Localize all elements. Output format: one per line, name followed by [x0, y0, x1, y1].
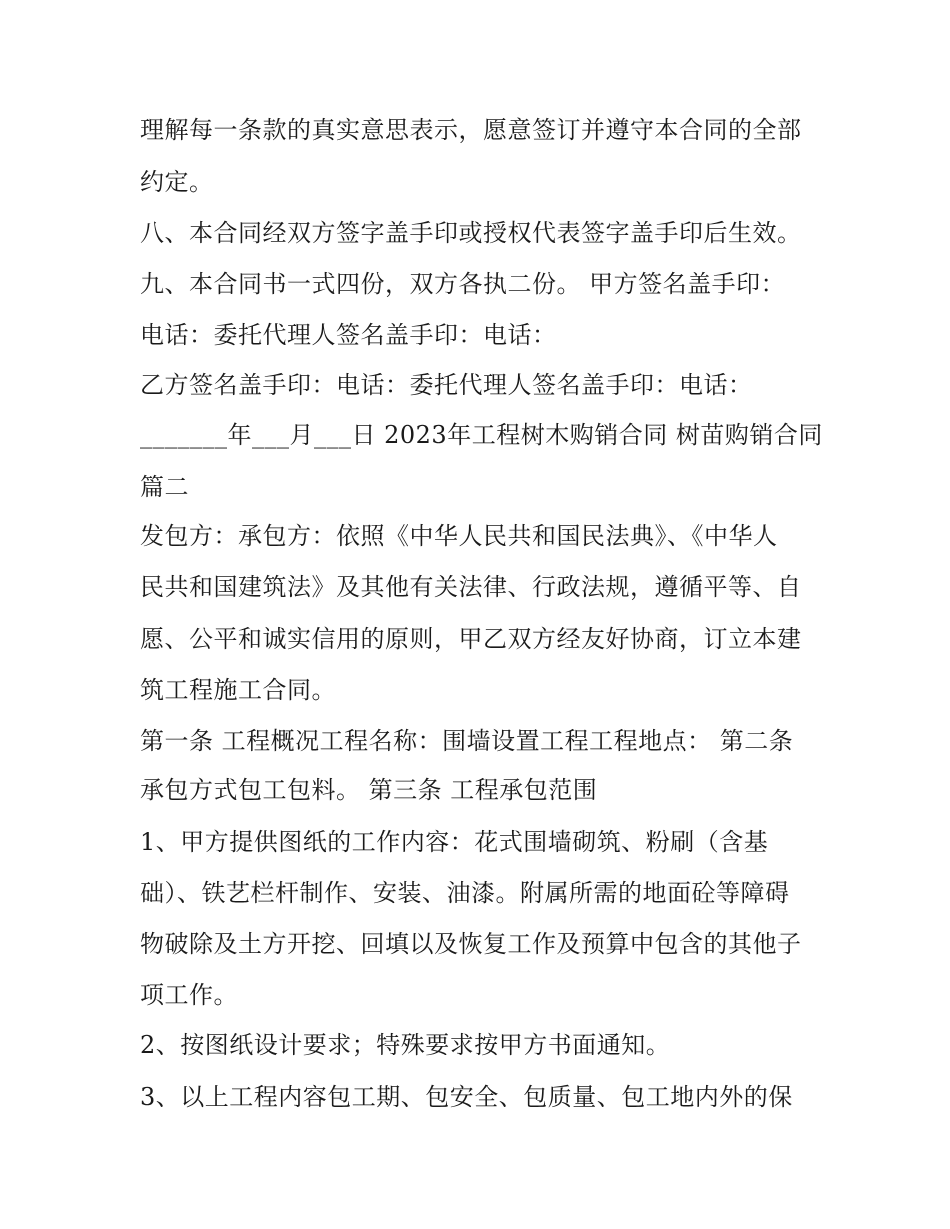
text-line: 电话：委托代理人签名盖手印：电话：	[140, 321, 557, 349]
text-line: 发包方：承包方：依照《中华人民共和国民法典》、《中华人	[140, 522, 778, 550]
text-line: 愿、公平和诚实信用的原则，甲乙双方经友好协商，订立本建	[140, 625, 802, 653]
text-line: 3、以上工程内容包工期、包安全、包质量、包工地内外的保	[140, 1083, 793, 1111]
text-line: 九、本合同书一式四份，双方各执二份。 甲方签名盖手印：	[140, 270, 786, 298]
text-line: 篇二	[140, 473, 189, 501]
text-line: 础）、铁艺栏杆制作、安装、油漆。附属所需的地面砼等障碍	[140, 879, 790, 907]
text-line: 乙方签名盖手印：电话：委托代理人签名盖手印：电话：	[140, 371, 753, 399]
text-line: 约定。	[140, 168, 214, 196]
text-line: 理解每一条款的真实意思表示，愿意签订并遵守本合同的全部	[140, 116, 802, 144]
text-line: 承包方式包工包料。 第三条 工程承包范围	[140, 776, 598, 804]
text-line: 民共和国建筑法》及其他有关法律、行政法规，遵循平等、自	[140, 573, 802, 601]
text-line: 第一条 工程概况工程名称：围墙设置工程工程地点： 第二条	[140, 727, 794, 755]
text-line: 1、甲方提供图纸的工作内容：花式围墙砌筑、粉刷（含基	[140, 828, 769, 856]
text-line: 2、按图纸设计要求；特殊要求按甲方书面通知。	[140, 1031, 671, 1059]
text-line: 八、本合同经双方签字盖手印或授权代表签字盖手印后生效。	[140, 219, 802, 247]
text-line: _______年___月___日 2023年工程树木购销合同 树苗购销合同	[140, 421, 823, 449]
text-line: 项工作。	[140, 981, 238, 1009]
text-line: 筑工程施工合同。	[140, 676, 336, 704]
text-line: 物破除及土方开挖、回填以及恢复工作及预算中包含的其他子	[140, 930, 802, 958]
